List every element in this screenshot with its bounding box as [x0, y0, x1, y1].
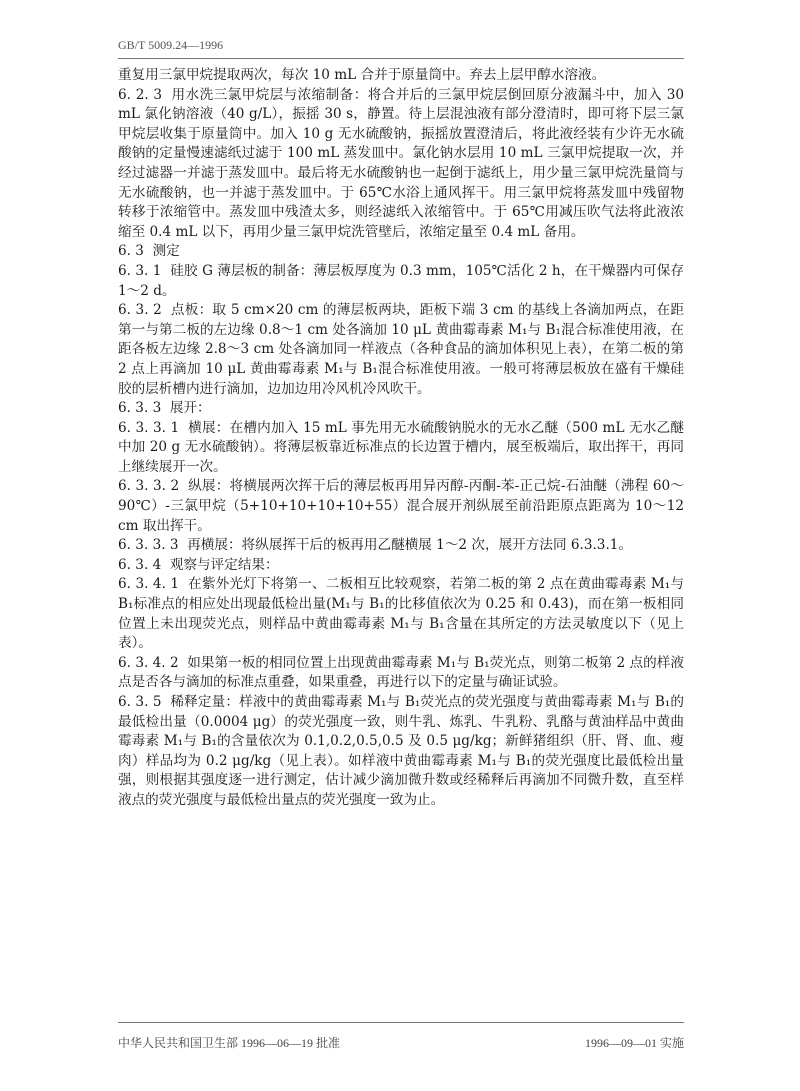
header-rule [118, 58, 684, 59]
paragraph: 6. 3. 4. 2 如果第一板的相同位置上出现黄曲霉毒素 M₁与 B₁荧光点，则第二板第 2 点的样液点是否各与滴加的标准点重叠，如果重叠，再进行以下的定量与确证试验。 [118, 654, 684, 691]
paragraph: 6. 2. 3 用水洗三氯甲烷层与浓缩制备：将合并后的三氯甲烷层倒回原分液漏斗中，加入 30 mL 氯化钠溶液（40 g/L），振摇 30 s，静置。待上层混浊液有部分澄清时，即可将下层三氯甲烷层收集于原量筒中。加入 10 g 无水硫酸钠，振摇放置澄清后，将此液经装有少许无水硫酸钠的定量慢速滤纸过滤于 100 mL 蒸发皿中。氯化钠水层用 10 mL 三氯甲烷提取一次，并经过滤器一并滤于蒸发皿中。最后将无水硫酸钠也一起倒于滤纸上，用少量三氯甲烷洗量筒与无水硫酸钠，也一并滤于蒸发皿中。于 65℃水浴上通风挥干。用三氯甲烷将蒸发皿中残留物转移于浓缩管中。蒸发皿中残渣太多，则经滤纸入浓缩管中。于 65℃用减压吹气法将此液浓缩至 0.4 mL 以下，再用少量三氯甲烷洗管壁后，浓缩定量至 0.4 mL 备用。 [118, 86, 689, 240]
paragraph: 6. 3. 3. 1 横展：在槽内加入 15 mL 事先用无水硫酸钠脱水的无水乙醚（500 mL 无水乙醚中加 20 g 无水硫酸钠）。将薄层板靠近标准点的长边置于槽内，展至板端后，取出挥干，再同上继续展开一次。 [118, 419, 684, 475]
paragraph: 重复用三氯甲烷提取两次，每次 10 mL 合并于原量筒中。弃去上层甲醇水溶液。 [118, 67, 606, 83]
section-heading: 6. 3. 3 展开： [118, 400, 211, 417]
footer-rule [118, 1022, 684, 1023]
implementation-date: 1996—09—01 实施 [584, 1036, 684, 1050]
standard-number: GB/T 5009.24—1996 [118, 38, 224, 52]
approval-date: 中华人民共和国卫生部 1996—06—19 批准 [118, 1036, 341, 1050]
paragraph: 6. 3. 2 点板：取 5 cm×20 cm 的薄层板两块，距板下端 3 cm 的基线上各滴加两点，在距第一与第二板的左边缘 0.8～1 cm 处各滴加 10 μL 黄曲霉毒素 M₁与 B₁混合标准使用液，在距各板左边缘 2.8～3 cm 处各滴加同一样液点（各种食品的滴加体积见上表），在第二板的第 2 点上再滴加 10 μL 黄曲霉毒素 M₁与 B₁混合标准使用液。一般可将薄层板放在盛有干燥硅胶的层析槽内进行滴加，边加边用冷风机冷风吹干。 [118, 302, 689, 397]
section-heading: 6. 3. 4 观察与评定结果： [118, 556, 279, 573]
paragraph: 6. 3. 1 硅胶 G 薄层板的制备：薄层板厚度为 0.3 mm，105℃活化 2 h，在干燥器内可保存 1～2 d。 [118, 262, 689, 299]
paragraph: 6. 3. 5 稀释定量：样液中的黄曲霉毒素 M₁与 B₁荧光点的荧光强度与黄曲霉毒素 M₁与 B₁的最低检出量（0.0004 μg）的荧光强度一致，则牛乳、炼乳、牛乳粉、乳酪与黄油样品中黄曲霉毒素 M₁与 B₁的含量依次为 0.1,0.2,0.5,0.5 及 0.5 μg/kg；新鲜猪组织（肝、肾、血、瘦肉）样品均为 0.2 μg/kg（见上表）。如样液中黄曲霉毒素 M₁与 B₁的荧光强度比最低检出量强，则根据其强度逐一进行测定，估计减少滴加微升数或经稀释后再滴加不同微升数，直至样液点的荧光强度与最低检出量点的荧光强度一致为止。 [118, 694, 684, 808]
paragraph: 6. 3. 4. 1 在紫外光灯下将第一、二板相互比较观察，若第二板的第 2 点在黄曲霉毒素 M₁与 B₁标准点的相应处出现最低检出量(M₁与 B₁的比移值依次为 0.25 和 0.43)，而在第一板相同位置上未出现荧光点，则样品中黄曲霉毒素 M₁与 B₁含量在其所定的方法灵敏度以下（见上表）。 [118, 576, 689, 652]
document-body [118, 66, 689, 811]
section-heading: 6. 3 测定 [118, 243, 180, 260]
paragraph: 6. 3. 3. 3 再横展：将纵展挥干后的板再用乙醚横展 1～2 次，展开方法同 6.3.3.1。 [118, 537, 633, 554]
paragraph: 6. 3. 3. 2 纵展：将横展两次挥干后的薄层板再用异丙醇-丙酮-苯-正己烷-石油醚（沸程 60～90℃）-三氯甲烷（5+10+10+10+10+55）混合展开剂纵展至前沿距原点距离为 10～12 cm 取出挥干。 [118, 478, 689, 534]
